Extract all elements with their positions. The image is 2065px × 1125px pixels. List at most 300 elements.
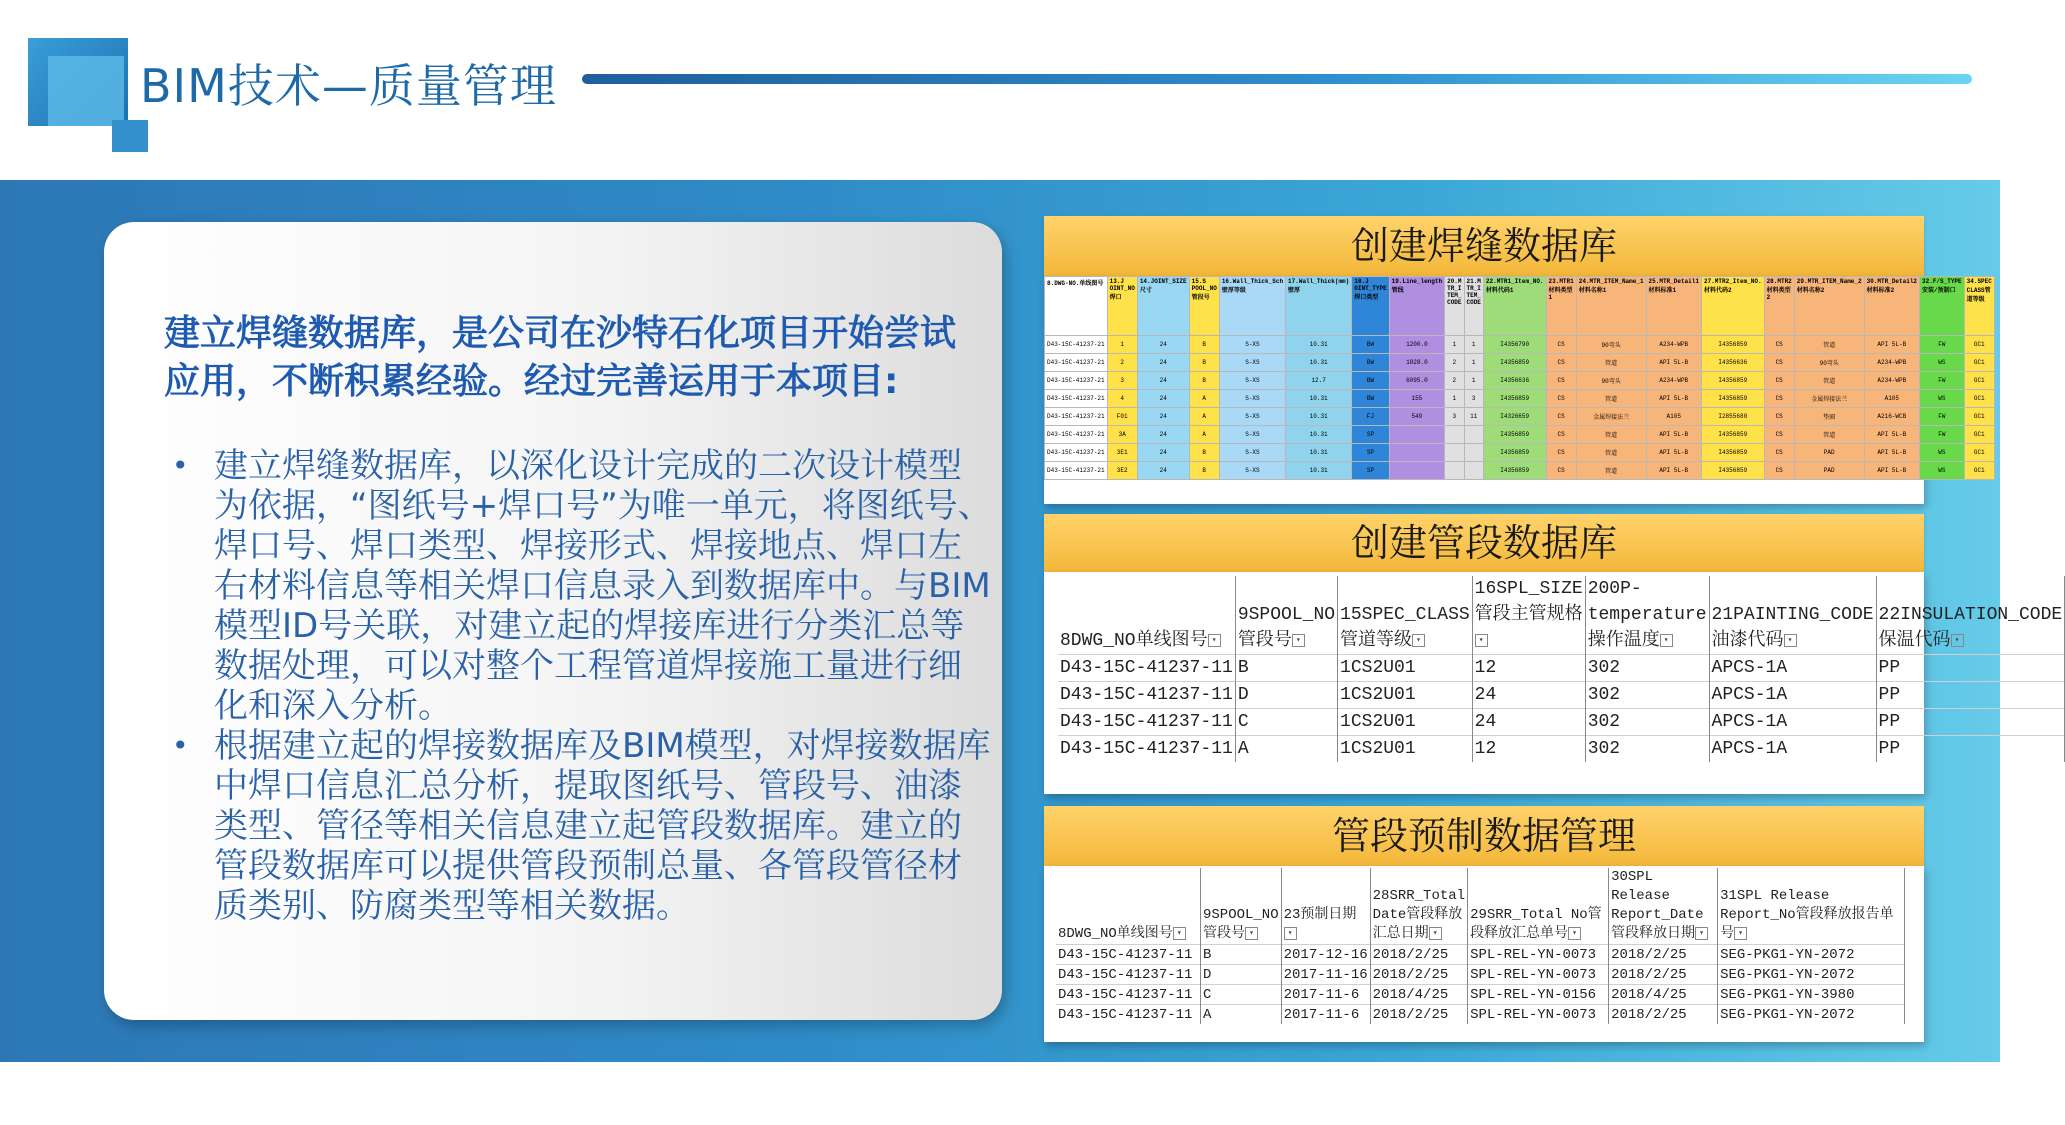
table-row bbox=[1045, 462, 1995, 480]
table-cell[interactable]: 24 bbox=[1472, 709, 1585, 736]
column-header[interactable] bbox=[1058, 576, 1235, 655]
table-cell[interactable]: FW bbox=[1920, 372, 1965, 390]
table-cell[interactable]: 3 bbox=[1464, 390, 1483, 408]
table-cell[interactable]: APCS-1A bbox=[1709, 682, 1876, 709]
table-cell[interactable]: SEG-PKG1-YN-3980 bbox=[1718, 985, 1905, 1005]
table-cell[interactable]: 2 bbox=[1445, 354, 1464, 372]
table-cell[interactable]: D43-15C-41237-21 bbox=[1045, 354, 1108, 372]
filter-dropdown-icon[interactable]: ▾ bbox=[1695, 927, 1708, 940]
table-cell[interactable]: CS bbox=[1546, 444, 1576, 462]
table-cell[interactable]: CS bbox=[1764, 462, 1794, 480]
table-cell[interactable]: D43-15C-41237-11 bbox=[1056, 945, 1201, 965]
table-cell[interactable]: D43-15C-41237-21 bbox=[1045, 462, 1108, 480]
table-cell[interactable]: B bbox=[1189, 444, 1219, 462]
table-cell[interactable]: 10.31 bbox=[1286, 390, 1352, 408]
table-cell[interactable]: A234-WPB bbox=[1864, 372, 1919, 390]
table-cell[interactable]: 10.31 bbox=[1286, 426, 1352, 444]
column-header[interactable] bbox=[1646, 277, 1701, 336]
column-header-label: 19.Line_length管线 bbox=[1391, 278, 1443, 294]
table-cell[interactable]: I4356859 bbox=[1701, 390, 1764, 408]
table-cell[interactable]: PAD bbox=[1794, 444, 1864, 462]
table-cell[interactable]: BW bbox=[1352, 372, 1389, 390]
table-cell[interactable]: B bbox=[1189, 336, 1219, 354]
table-cell[interactable]: I4356859 bbox=[1483, 444, 1546, 462]
column-header[interactable] bbox=[1709, 576, 1876, 655]
table-cell[interactable]: 2017-11-16 bbox=[1281, 965, 1370, 985]
table-cell[interactable]: CS bbox=[1546, 408, 1576, 426]
column-header[interactable] bbox=[1352, 277, 1389, 336]
table-cell[interactable]: 1 bbox=[1464, 336, 1483, 354]
table-cell[interactable]: D bbox=[1201, 965, 1282, 985]
column-header-label: 9SPOOL_NO管段号 bbox=[1203, 907, 1279, 942]
table-cell[interactable]: 12 bbox=[1472, 736, 1585, 763]
column-header[interactable] bbox=[1445, 277, 1464, 336]
column-header-label: 23预制日期 bbox=[1283, 907, 1357, 923]
table-cell[interactable]: 155 bbox=[1389, 390, 1444, 408]
filter-dropdown-icon[interactable]: ▾ bbox=[1208, 634, 1221, 647]
table-cell[interactable]: FW bbox=[1920, 408, 1965, 426]
table-cell[interactable]: CS bbox=[1546, 426, 1576, 444]
column-header-label: 23.MTR1材料类型1 bbox=[1548, 278, 1574, 301]
table-row bbox=[1056, 1005, 1905, 1025]
table-cell[interactable]: APCS-1A bbox=[1709, 655, 1876, 682]
table-cell[interactable]: D43-15C-41237-21 bbox=[1045, 372, 1108, 390]
table-cell[interactable]: 1CS2U01 bbox=[1338, 736, 1473, 763]
table-cell[interactable]: B bbox=[1189, 372, 1219, 390]
table-cell[interactable]: SPL-REL-YN-0156 bbox=[1468, 985, 1609, 1005]
table-cell[interactable]: D43-15C-41237-21 bbox=[1045, 426, 1108, 444]
table-cell[interactable]: 管道 bbox=[1794, 336, 1864, 354]
table-cell[interactable]: A bbox=[1189, 408, 1219, 426]
table-cell[interactable]: BW bbox=[1352, 336, 1389, 354]
table-row bbox=[1058, 709, 2065, 736]
table-cell[interactable]: 24 bbox=[1137, 444, 1189, 462]
table-cell[interactable]: CS bbox=[1764, 390, 1794, 408]
table-cell[interactable]: 管道 bbox=[1576, 354, 1646, 372]
table-cell[interactable]: 1 bbox=[1464, 354, 1483, 372]
table-cell[interactable]: I4356790 bbox=[1483, 336, 1546, 354]
filter-dropdown-icon[interactable]: ▾ bbox=[1784, 634, 1797, 647]
table-cell[interactable]: 垫圈 bbox=[1794, 408, 1864, 426]
table-cell[interactable]: A216-WCB bbox=[1864, 408, 1919, 426]
table-cell[interactable]: D bbox=[1235, 682, 1337, 709]
filter-dropdown-icon[interactable]: ▾ bbox=[1568, 927, 1581, 940]
table-cell[interactable]: WS bbox=[1920, 444, 1965, 462]
table-row bbox=[1045, 426, 1995, 444]
table-cell[interactable]: D43-15C-41237-21 bbox=[1045, 336, 1108, 354]
table-cell[interactable]: B bbox=[1201, 945, 1282, 965]
table-cell[interactable]: 24 bbox=[1137, 390, 1189, 408]
table-cell[interactable]: 3 bbox=[1107, 372, 1137, 390]
spool-database-sheet bbox=[1044, 572, 2063, 794]
table-cell[interactable]: 1 bbox=[1445, 390, 1464, 408]
table-cell[interactable]: A bbox=[1189, 426, 1219, 444]
table-row bbox=[1058, 682, 2065, 709]
table-cell[interactable]: 24 bbox=[1137, 408, 1189, 426]
column-header[interactable] bbox=[1483, 277, 1546, 336]
table-cell[interactable]: API 5L-B bbox=[1864, 336, 1919, 354]
table-cell[interactable]: I4356859 bbox=[1483, 462, 1546, 480]
bullet-dot-icon: • bbox=[172, 449, 189, 482]
table-cell[interactable]: APCS-1A bbox=[1709, 736, 1876, 763]
table-cell[interactable]: 549 bbox=[1389, 408, 1444, 426]
column-header-label: 29SRR_Total No管段释放汇总单号 bbox=[1470, 907, 1602, 942]
table-cell[interactable]: B bbox=[1235, 655, 1337, 682]
table-cell[interactable]: C bbox=[1201, 985, 1282, 1005]
column-header[interactable] bbox=[1764, 277, 1794, 336]
table-cell[interactable]: SP bbox=[1352, 426, 1389, 444]
column-header[interactable] bbox=[1472, 576, 1585, 655]
table-cell[interactable]: PAD bbox=[1794, 462, 1864, 480]
table-cell[interactable]: 管道 bbox=[1576, 462, 1646, 480]
table-cell[interactable]: CS bbox=[1546, 462, 1576, 480]
table-cell[interactable]: I4356636 bbox=[1483, 372, 1546, 390]
table-cell[interactable]: 24 bbox=[1137, 372, 1189, 390]
table-cell[interactable]: 2018/4/25 bbox=[1609, 985, 1718, 1005]
table-cell[interactable]: 302 bbox=[1585, 655, 1709, 682]
column-header-label: 30.MTR_Detail2材料标准2 bbox=[1866, 278, 1918, 294]
column-header-label: 30SPL Release Report_Date管段释放日期 bbox=[1611, 869, 1704, 942]
table-cell[interactable]: 90弯头 bbox=[1794, 354, 1864, 372]
table-cell[interactable]: CS bbox=[1764, 372, 1794, 390]
table-cell[interactable]: PP bbox=[1876, 736, 2065, 763]
table-cell[interactable]: 12 bbox=[1472, 655, 1585, 682]
table-cell[interactable]: S-XS bbox=[1219, 354, 1285, 372]
table-cell[interactable]: 3 bbox=[1445, 408, 1464, 426]
table-cell[interactable]: CS bbox=[1764, 444, 1794, 462]
table-cell[interactable]: A105 bbox=[1646, 408, 1701, 426]
table-cell[interactable]: A bbox=[1189, 390, 1219, 408]
table-cell[interactable]: 6095.0 bbox=[1389, 372, 1444, 390]
table-cell[interactable]: 1200.0 bbox=[1389, 336, 1444, 354]
table-cell[interactable]: B bbox=[1189, 354, 1219, 372]
table-cell[interactable]: 1 bbox=[1445, 336, 1464, 354]
table-cell[interactable]: 24 bbox=[1137, 462, 1189, 480]
column-header[interactable] bbox=[1370, 868, 1467, 945]
column-header-label: 8DWG_NO单线图号 bbox=[1060, 631, 1208, 651]
table-cell[interactable]: APCS-1A bbox=[1709, 709, 1876, 736]
table-cell[interactable]: I4356859 bbox=[1701, 426, 1764, 444]
table-cell[interactable]: 1CS2U01 bbox=[1338, 709, 1473, 736]
table-cell[interactable]: 2017-12-16 bbox=[1281, 945, 1370, 965]
table-cell[interactable]: 24 bbox=[1137, 336, 1189, 354]
column-header[interactable] bbox=[1920, 277, 1965, 336]
table-cell[interactable]: I4356859 bbox=[1483, 354, 1546, 372]
filter-dropdown-icon[interactable]: ▾ bbox=[1173, 927, 1186, 940]
table-cell[interactable]: A105 bbox=[1864, 390, 1919, 408]
table-cell[interactable]: FJ bbox=[1352, 408, 1389, 426]
table-row bbox=[1056, 985, 1905, 1005]
table-cell[interactable]: D43-15C-41237-11 bbox=[1058, 682, 1235, 709]
table-cell[interactable]: 2017-11-6 bbox=[1281, 1005, 1370, 1025]
table-cell[interactable]: SEG-PKG1-YN-2072 bbox=[1718, 1005, 1905, 1025]
column-header[interactable] bbox=[1468, 868, 1609, 945]
table-cell[interactable]: D43-15C-41237-11 bbox=[1056, 1005, 1201, 1025]
prefab-data-sheet bbox=[1044, 866, 1924, 1042]
column-header[interactable] bbox=[1235, 576, 1337, 655]
table-cell[interactable]: GC1 bbox=[1964, 372, 1994, 390]
table-cell[interactable] bbox=[1445, 444, 1464, 462]
table-cell[interactable]: 4 bbox=[1107, 390, 1137, 408]
table-cell[interactable]: 2018/2/25 bbox=[1370, 945, 1467, 965]
table-cell[interactable]: GC1 bbox=[1964, 462, 1994, 480]
table-cell[interactable]: D43-15C-41237-21 bbox=[1045, 408, 1108, 426]
table-cell[interactable]: CS bbox=[1764, 426, 1794, 444]
table-cell[interactable]: 2 bbox=[1107, 354, 1137, 372]
table-cell[interactable]: 3E1 bbox=[1107, 444, 1137, 462]
table-cell[interactable]: 302 bbox=[1585, 682, 1709, 709]
table-cell[interactable] bbox=[1389, 444, 1444, 462]
table-cell[interactable]: API 5L-B bbox=[1864, 462, 1919, 480]
table-cell[interactable]: S-XS bbox=[1219, 408, 1285, 426]
table-cell[interactable]: D43-15C-41237-11 bbox=[1056, 965, 1201, 985]
filter-dropdown-icon[interactable]: ▾ bbox=[1429, 927, 1442, 940]
table-cell[interactable]: API 5L-B bbox=[1646, 444, 1701, 462]
column-header[interactable] bbox=[1701, 277, 1764, 336]
table-cell[interactable]: D43-15C-41237-11 bbox=[1056, 985, 1201, 1005]
table-cell[interactable]: API 5L-B bbox=[1646, 426, 1701, 444]
column-header[interactable] bbox=[1219, 277, 1285, 336]
column-header[interactable] bbox=[1389, 277, 1444, 336]
table-cell[interactable]: 2018/2/25 bbox=[1370, 1005, 1467, 1025]
table-cell[interactable]: C bbox=[1235, 709, 1337, 736]
table-cell[interactable]: 管道 bbox=[1576, 390, 1646, 408]
table-cell[interactable]: SP bbox=[1352, 444, 1389, 462]
column-header[interactable] bbox=[1107, 277, 1137, 336]
table-cell[interactable]: 2017-11-6 bbox=[1281, 985, 1370, 1005]
column-header-label: 16.Wall_Thick_Sch壁厚等级 bbox=[1221, 278, 1284, 294]
table-cell[interactable]: 管道 bbox=[1794, 372, 1864, 390]
table-cell[interactable]: 1 bbox=[1107, 336, 1137, 354]
table-cell[interactable]: 24 bbox=[1137, 354, 1189, 372]
table-cell[interactable]: S-XS bbox=[1219, 372, 1285, 390]
table-cell[interactable] bbox=[1464, 462, 1483, 480]
table-cell[interactable]: 10.31 bbox=[1286, 444, 1352, 462]
spool-table bbox=[1058, 576, 2065, 762]
table-cell[interactable]: CS bbox=[1546, 390, 1576, 408]
table-cell[interactable]: API 5L-B bbox=[1864, 444, 1919, 462]
column-header[interactable] bbox=[1281, 868, 1370, 945]
column-header-label: 15.S POOL_NO 管段号 bbox=[1191, 278, 1217, 301]
column-header[interactable] bbox=[1338, 576, 1473, 655]
table-cell[interactable]: 3E2 bbox=[1107, 462, 1137, 480]
table-cell[interactable] bbox=[1464, 444, 1483, 462]
table-cell[interactable]: I4356859 bbox=[1701, 462, 1764, 480]
table-cell[interactable]: I4326659 bbox=[1483, 408, 1546, 426]
column-header[interactable] bbox=[1964, 277, 1994, 336]
table-cell[interactable]: 1CS2U01 bbox=[1338, 682, 1473, 709]
table-cell[interactable]: 3A bbox=[1107, 426, 1137, 444]
table-cell[interactable]: 管道 bbox=[1794, 426, 1864, 444]
intro-text: 建立焊缝数据库，是公司在沙特石化项目开始尝试应用，不断积累经验。经过完善运用于本项目: bbox=[164, 313, 957, 402]
filter-dropdown-icon[interactable]: ▾ bbox=[1245, 927, 1258, 940]
column-header-label: 8DWG_NO单线图号 bbox=[1058, 926, 1173, 942]
table-cell[interactable]: 11 bbox=[1464, 408, 1483, 426]
table-cell[interactable]: B bbox=[1189, 462, 1219, 480]
table-cell[interactable]: S-XS bbox=[1219, 390, 1285, 408]
bullet-text: 根据建立起的焊接数据库及BIM模型，对焊接数据库中焊口信息汇总分析，提取图纸号、管段号、油漆类型、管径等相关信息建立起管段数据库。建立的管段数据库可以提供管段预制总量、各管段管径材质类别、防腐类型等相关数据。 bbox=[214, 726, 991, 926]
table-cell[interactable]: CS bbox=[1546, 354, 1576, 372]
table-cell[interactable]: D43-15C-41237-21 bbox=[1045, 390, 1108, 408]
table-cell[interactable]: 10.31 bbox=[1286, 354, 1352, 372]
table-cell[interactable]: D43-15C-41237-21 bbox=[1045, 444, 1108, 462]
table-cell[interactable]: PP bbox=[1876, 682, 2065, 709]
logo-block-overlay bbox=[48, 56, 124, 126]
table-cell[interactable] bbox=[1389, 462, 1444, 480]
table-cell[interactable]: 2018/2/25 bbox=[1609, 965, 1718, 985]
table-cell[interactable]: S-XS bbox=[1219, 462, 1285, 480]
column-header[interactable] bbox=[1794, 277, 1864, 336]
filter-dropdown-icon[interactable]: ▾ bbox=[1660, 634, 1673, 647]
table-cell[interactable]: S-XS bbox=[1219, 336, 1285, 354]
column-header-label: 17.Wall_Thick(mm)壁厚 bbox=[1288, 278, 1350, 294]
table-cell[interactable]: BW bbox=[1352, 390, 1389, 408]
table-cell[interactable]: GC1 bbox=[1964, 408, 1994, 426]
column-header[interactable] bbox=[1286, 277, 1352, 336]
table-cell[interactable]: A234-WPB bbox=[1646, 372, 1701, 390]
table-cell[interactable]: FW bbox=[1920, 336, 1965, 354]
column-header[interactable] bbox=[1876, 576, 2065, 655]
table-cell[interactable]: 2018/2/25 bbox=[1609, 945, 1718, 965]
table-cell[interactable]: 90弯头 bbox=[1576, 336, 1646, 354]
table-cell[interactable]: GC1 bbox=[1964, 336, 1994, 354]
table-cell[interactable]: I4356859 bbox=[1701, 336, 1764, 354]
column-header[interactable] bbox=[1609, 868, 1718, 945]
column-header[interactable] bbox=[1718, 868, 1905, 945]
table-cell[interactable] bbox=[1389, 426, 1444, 444]
table-cell[interactable]: 1CS2U01 bbox=[1338, 655, 1473, 682]
table-cell[interactable]: GC1 bbox=[1964, 426, 1994, 444]
table-cell[interactable]: A bbox=[1201, 1005, 1282, 1025]
column-header[interactable] bbox=[1464, 277, 1483, 336]
table-cell[interactable]: CS bbox=[1546, 336, 1576, 354]
column-header[interactable] bbox=[1864, 277, 1919, 336]
table-cell[interactable]: 302 bbox=[1585, 736, 1709, 763]
table-cell[interactable]: BW bbox=[1352, 354, 1389, 372]
column-header[interactable] bbox=[1546, 277, 1576, 336]
table-cell[interactable]: FW bbox=[1920, 426, 1965, 444]
table-cell[interactable]: I2855680 bbox=[1701, 408, 1764, 426]
column-header-label: 29.MTR_ITEM_Name_2材料名称2 bbox=[1796, 278, 1862, 294]
filter-dropdown-icon[interactable]: ▾ bbox=[1412, 634, 1425, 647]
table-cell[interactable]: GC1 bbox=[1964, 354, 1994, 372]
table-row bbox=[1058, 736, 2065, 763]
table-cell[interactable]: I4356859 bbox=[1483, 390, 1546, 408]
table-cell[interactable]: SEG-PKG1-YN-2072 bbox=[1718, 965, 1905, 985]
table-cell[interactable]: 90弯头 bbox=[1576, 372, 1646, 390]
table-cell[interactable] bbox=[1445, 462, 1464, 480]
table-cell[interactable]: 1028.0 bbox=[1389, 354, 1444, 372]
column-header[interactable] bbox=[1585, 576, 1709, 655]
table-cell[interactable]: D43-15C-41237-11 bbox=[1058, 736, 1235, 763]
table-cell[interactable]: D43-15C-41237-11 bbox=[1058, 655, 1235, 682]
table-cell[interactable]: A bbox=[1235, 736, 1337, 763]
bullet-dot-icon: • bbox=[172, 729, 189, 762]
table-cell[interactable]: 302 bbox=[1585, 709, 1709, 736]
table-cell[interactable]: F01 bbox=[1107, 408, 1137, 426]
table-cell[interactable] bbox=[1464, 426, 1483, 444]
column-header-label: 13.J OINT_NO 焊口 bbox=[1109, 278, 1135, 301]
table-cell[interactable]: 2018/2/25 bbox=[1370, 965, 1467, 985]
column-header-label: 21PAINTING_CODE油漆代码 bbox=[1711, 605, 1874, 651]
table-cell[interactable]: I4356636 bbox=[1701, 354, 1764, 372]
table-cell[interactable]: WS bbox=[1920, 354, 1965, 372]
table-cell[interactable]: SPL-REL-YN-0073 bbox=[1468, 945, 1609, 965]
column-header[interactable] bbox=[1045, 277, 1108, 336]
table-cell[interactable]: API 5L-B bbox=[1864, 426, 1919, 444]
table-cell[interactable]: CS bbox=[1764, 354, 1794, 372]
table-cell[interactable]: 2 bbox=[1445, 372, 1464, 390]
table-cell[interactable]: API 5L-B bbox=[1646, 390, 1701, 408]
filter-dropdown-icon[interactable]: ▾ bbox=[1284, 927, 1297, 940]
table-cell[interactable]: 10.31 bbox=[1286, 408, 1352, 426]
column-header[interactable] bbox=[1201, 868, 1282, 945]
table-cell[interactable]: I4356859 bbox=[1701, 372, 1764, 390]
column-header[interactable] bbox=[1056, 868, 1201, 945]
table-cell[interactable]: 管道 bbox=[1576, 426, 1646, 444]
column-header-label: 32.F/S_TYPE安装/预制口 bbox=[1922, 278, 1962, 294]
table-cell[interactable]: WS bbox=[1920, 462, 1965, 480]
table-cell[interactable]: A234-WPB bbox=[1864, 354, 1919, 372]
filter-dropdown-icon[interactable]: ▾ bbox=[1475, 634, 1488, 647]
table-cell[interactable]: CS bbox=[1764, 336, 1794, 354]
table-cell[interactable]: 2018/2/25 bbox=[1609, 1005, 1718, 1025]
table-cell[interactable]: CS bbox=[1764, 408, 1794, 426]
table-cell[interactable]: SPL-REL-YN-0073 bbox=[1468, 965, 1609, 985]
table-cell[interactable]: 10.31 bbox=[1286, 462, 1352, 480]
table-cell[interactable]: 2018/4/25 bbox=[1370, 985, 1467, 1005]
table-cell[interactable]: SPL-REL-YN-0073 bbox=[1468, 1005, 1609, 1025]
table-cell[interactable]: WS bbox=[1920, 390, 1965, 408]
filter-dropdown-icon[interactable]: ▾ bbox=[1734, 927, 1747, 940]
filter-dropdown-icon[interactable]: ▾ bbox=[1292, 634, 1305, 647]
table-cell[interactable] bbox=[1445, 426, 1464, 444]
table-cell[interactable]: I4356859 bbox=[1483, 426, 1546, 444]
table-cell[interactable]: 12.7 bbox=[1286, 372, 1352, 390]
table-cell[interactable]: 管道 bbox=[1576, 444, 1646, 462]
table-cell[interactable]: 24 bbox=[1472, 682, 1585, 709]
table-cell[interactable]: S-XS bbox=[1219, 444, 1285, 462]
table-cell[interactable]: SP bbox=[1352, 462, 1389, 480]
table-cell[interactable]: A234-WPB bbox=[1646, 336, 1701, 354]
table-cell[interactable]: CS bbox=[1546, 372, 1576, 390]
table-cell[interactable]: 24 bbox=[1137, 426, 1189, 444]
table-cell[interactable]: 金属焊接法兰 bbox=[1576, 408, 1646, 426]
table-cell[interactable]: API 5L-B bbox=[1646, 354, 1701, 372]
table-row bbox=[1045, 354, 1995, 372]
column-header-label: 22INSULATION_CODE保温代码 bbox=[1878, 605, 2063, 651]
column-header[interactable] bbox=[1576, 277, 1646, 336]
table-cell[interactable]: SEG-PKG1-YN-2072 bbox=[1718, 945, 1905, 965]
table-cell[interactable]: PP bbox=[1876, 655, 2065, 682]
table-cell[interactable]: I4356859 bbox=[1701, 444, 1764, 462]
table-cell[interactable]: 金属焊接法兰 bbox=[1794, 390, 1864, 408]
column-header[interactable] bbox=[1189, 277, 1219, 336]
column-header[interactable] bbox=[1137, 277, 1189, 336]
table-cell[interactable]: D43-15C-41237-11 bbox=[1058, 709, 1235, 736]
table-cell[interactable]: S-XS bbox=[1219, 426, 1285, 444]
filter-dropdown-icon[interactable]: ▾ bbox=[1951, 634, 1964, 647]
table-cell[interactable]: PP bbox=[1876, 709, 2065, 736]
table-cell[interactable]: API 5L-B bbox=[1646, 462, 1701, 480]
bullet-list bbox=[164, 446, 994, 926]
table-cell[interactable]: 1 bbox=[1464, 372, 1483, 390]
table-cell[interactable]: GC1 bbox=[1964, 390, 1994, 408]
table-row bbox=[1058, 655, 2065, 682]
table-cell[interactable]: GC1 bbox=[1964, 444, 1994, 462]
table-cell[interactable]: 10.31 bbox=[1286, 336, 1352, 354]
column-header-label: 24.MTR_ITEM_Name_1材料名称1 bbox=[1578, 278, 1644, 294]
